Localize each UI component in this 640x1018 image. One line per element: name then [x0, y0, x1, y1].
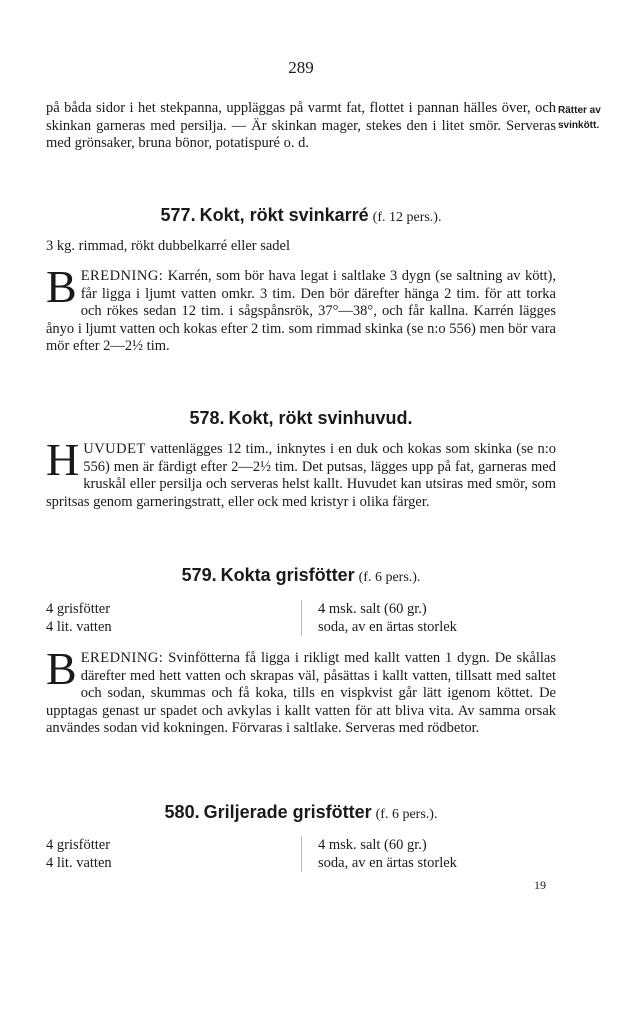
recipe-578-method [46, 434, 556, 511]
ingredient: 4 msk. salt (60 gr.) [318, 601, 427, 617]
method-text: Svinfötterna få ligga i rikligt med kallt vatten 1 dygn. De skållas därefter med hett vatten och skrapas väl, påsättas i kallt vatten, tillsatt med saltet och sodan, skummas och få koka, tills en vispkvist går lätt igenom köttet. De upptagas genast ur spadet och avkylas i kallt vatten för att bliva vita. Av samma orsak användes sodan vid kokningen. Förvaras i saltlake. Serveras med rödbetor. [46, 650, 556, 736]
margin-note-line: svinkött. [558, 120, 600, 131]
ingredient: soda, av en ärtas storlek [318, 855, 457, 871]
recipe-579-method [46, 643, 556, 738]
recipe-title: Kokt, rökt svinhuvud. [228, 408, 413, 428]
ingredient: 4 lit. vatten [46, 855, 112, 871]
recipe-579-heading [46, 565, 556, 586]
intro-paragraph: på båda sidor i het stekpanna, uppläggas på varmt fat, flottet i pannan hälles över, och skinkan garneras med persilja. — Är skinkan mager, stekes den i litet smör. Serveras med grönsaker, bruna bönor, potatispuré o. d. [46, 100, 556, 151]
margin-note [558, 103, 638, 133]
recipe-number: 578. [189, 408, 225, 428]
ingredient: soda, av en ärtas storlek [318, 619, 457, 635]
recipe-servings: (f. 6 pers.). [358, 570, 421, 585]
drop-cap: B [46, 643, 77, 694]
drop-cap: B [46, 261, 77, 312]
ingredient: 4 grisfötter [46, 837, 111, 853]
margin-note-line: Rätter av [558, 105, 601, 116]
ingredients-right-column [301, 600, 573, 636]
recipe-servings: (f. 12 pers.). [372, 210, 442, 225]
ingredient: 4 msk. salt (60 gr.) [318, 837, 427, 853]
recipe-578-heading [46, 408, 556, 429]
book-page [46, 0, 556, 1018]
recipe-number: 577. [160, 205, 196, 225]
recipe-number: 579. [181, 565, 217, 585]
recipe-577-ingredients: 3 kg. rimmad, rökt dubbelkarré eller sadel [46, 238, 291, 254]
method-lead: UVUDET [83, 441, 146, 457]
ingredient: 4 lit. vatten [46, 619, 112, 635]
drop-cap: H [46, 434, 80, 485]
method-lead: EREDNING: [80, 268, 164, 284]
recipe-title: Kokta grisfötter [220, 565, 355, 585]
ingredients-left-column [46, 836, 296, 872]
method-lead: EREDNING: [80, 650, 164, 666]
recipe-580-heading [46, 802, 556, 823]
page-number: 289 [288, 58, 314, 77]
ingredient: 4 grisfötter [46, 601, 111, 617]
ingredients-right-column [301, 836, 573, 872]
recipe-title: Kokt, rökt svinkarré [199, 205, 369, 225]
method-text: Karrén, som bör hava legat i saltlake 3 dygn (se saltning av kött), får ligga i ljumt vatten omkr. 3 tim. Den bör därefter hänga 2 tim. för att torka och rökes sedan 12 tim. i sågspånsrök, 37°—38°, och får kallna. Karrén lägges ånyo i ljumt vatten och kokas efter 2 tim. som rimmad skinka (se n:o 556) men bör vara mör efter 2—2½ tim. [46, 268, 556, 354]
recipe-number: 580. [164, 802, 200, 822]
method-text: vattenlägges 12 tim., inknytes i en duk och kokas som skinka (se n:o 556) men är färdigt efter 2—2½ tim. Det putsas, lägges upp på fat, garneras med kruskål eller persilja och serveras helst kallt. Huvudet kan utsiras med smör, som spritsas genom garneringstratt, eller ock med kristyr i olika färger. [46, 441, 556, 510]
printer-signature: 19 [534, 878, 546, 892]
recipe-title: Griljerade grisfötter [203, 802, 372, 822]
recipe-577-method [46, 261, 556, 356]
recipe-577-heading [46, 205, 556, 226]
ingredients-left-column [46, 600, 296, 636]
recipe-servings: (f. 6 pers.). [375, 807, 438, 822]
